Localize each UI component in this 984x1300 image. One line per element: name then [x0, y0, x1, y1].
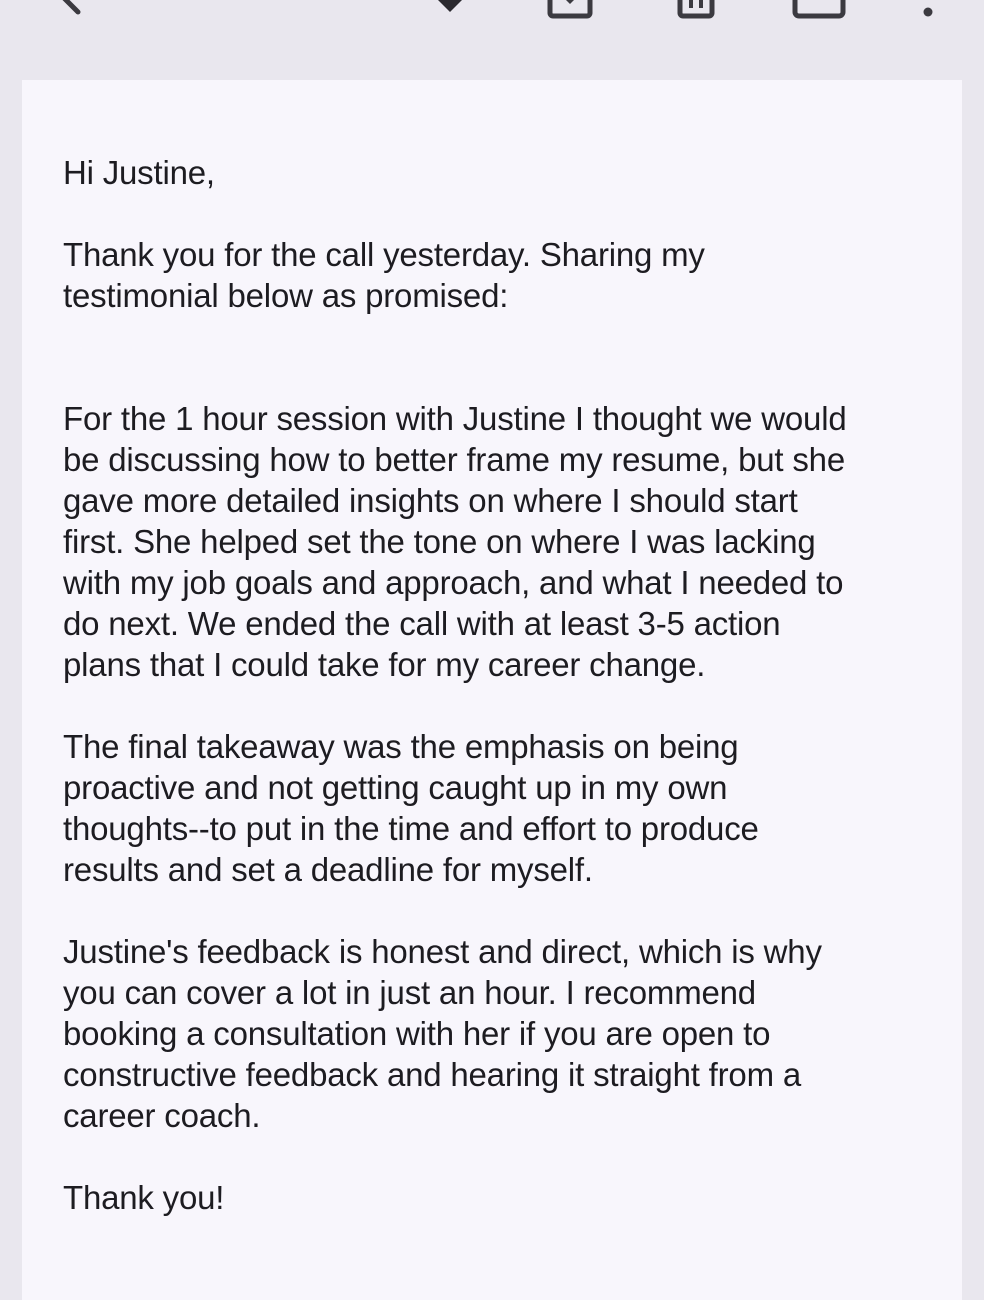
back-arrow-icon[interactable] [48, 0, 98, 22]
label-icon[interactable] [420, 0, 480, 24]
email-body-card [22, 80, 962, 1300]
greeting: Hi Justine, [63, 154, 215, 191]
paragraph-session [63, 398, 943, 685]
text-line: thoughts--to put in the time and effort to produce [63, 810, 759, 847]
paragraph-feedback [63, 931, 943, 1136]
paragraph-takeaway [63, 726, 943, 890]
text-line: you can cover a lot in just an hour. I recommend [63, 974, 756, 1011]
text-line: The final takeaway was the emphasis on being [63, 728, 739, 765]
text-line: constructive feedback and hearing it straight from a [63, 1056, 801, 1093]
text-line: career coach. [63, 1097, 261, 1134]
text-line: proactive and not getting caught up in my own [63, 769, 728, 806]
more-vert-icon[interactable] [918, 0, 938, 22]
intro-line: testimonial below as promised: [63, 277, 509, 314]
text-line: results and set a deadline for myself. [63, 851, 593, 888]
text-line: with my job goals and approach, and what I needed to [63, 564, 844, 601]
intro-line: Thank you for the call yesterday. Sharing my [63, 236, 705, 273]
text-line: be discussing how to better frame my resume, but she [63, 441, 845, 478]
closing: Thank you! [63, 1179, 225, 1216]
text-line: do next. We ended the call with at least 3-5 action [63, 605, 781, 642]
archive-icon[interactable] [544, 0, 596, 20]
text-line: plans that I could take for my career change. [63, 646, 706, 683]
email-body [63, 152, 943, 1218]
text-line: gave more detailed insights on where I should start [63, 482, 798, 519]
text-line: Justine's feedback is honest and direct, which is why [63, 933, 822, 970]
mark-unread-icon[interactable] [790, 0, 848, 20]
text-line: booking a consultation with her if you are open to [63, 1015, 771, 1052]
top-app-bar [0, 0, 984, 80]
text-line: For the 1 hour session with Justine I thought we would [63, 400, 847, 437]
text-line: first. She helped set the tone on where I was lacking [63, 523, 816, 560]
delete-icon[interactable] [674, 0, 718, 20]
